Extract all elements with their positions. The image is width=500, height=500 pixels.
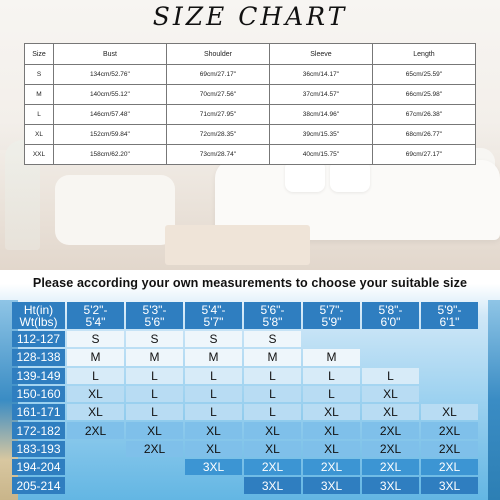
height-header-cell (185, 302, 242, 329)
header-length: Length (372, 44, 475, 65)
weight-row (11, 330, 492, 348)
size-recommendation-cell: 2XL (362, 422, 419, 438)
size-recommendation-cell: 2XL (421, 422, 478, 438)
recommendation-heading: Please according your own measurements to choose your suitable size (32, 276, 468, 290)
weight-range-cell: 128-138 (12, 349, 65, 365)
size-recommendation-cell: 3XL (362, 477, 419, 493)
size-recommendation-grid (11, 301, 492, 495)
size-recommendation-cell: XL (67, 386, 124, 402)
size-cell-length: 68cm/26.77'' (372, 125, 475, 145)
size-recommendation-cell: M (185, 349, 242, 365)
size-recommendation-cell: 2XL (244, 459, 301, 475)
weight-row (11, 385, 492, 403)
weight-range-cell: 172-182 (12, 422, 65, 438)
size-cell-shoulder: 70cm/27.56'' (166, 85, 269, 105)
size-recommendation-cell: L (185, 368, 242, 384)
size-recommendation-cell: XL (185, 422, 242, 438)
size-recommendation-cell: L (126, 404, 183, 420)
weight-range-cell: 150-160 (12, 386, 65, 402)
size-recommendation-cell (67, 477, 124, 493)
size-recommendation-cell: XL (362, 386, 419, 402)
height-range-text: 5'4" (85, 314, 106, 329)
weight-row (11, 403, 492, 421)
size-recommendation-cell: S (67, 331, 124, 347)
size-recommendation-cell: XL (244, 422, 301, 438)
size-recommendation-cell: 3XL (421, 477, 478, 493)
size-cell-bust: 158cm/62.20'' (54, 145, 167, 165)
size-cell-shoulder: 69cm/27.17'' (166, 65, 269, 85)
header-sleeve: Sleeve (269, 44, 372, 65)
size-cell-shoulder: 73cm/28.74'' (166, 145, 269, 165)
size-recommendation-cell (67, 459, 124, 475)
size-recommendation-cell: L (303, 368, 360, 384)
size-recommendation-cell: L (126, 386, 183, 402)
height-range-text: 5'6"- (260, 302, 285, 317)
size-recommendation-cell (67, 441, 124, 457)
size-recommendation-cell: L (244, 368, 301, 384)
height-header-cell (421, 302, 478, 329)
size-recommendation-cell: 3XL (303, 477, 360, 493)
size-recommendation-cell: L (244, 404, 301, 420)
height-range-text: 6'0" (380, 314, 401, 329)
size-recommendation-cell: S (185, 331, 242, 347)
weight-range-cell: 183-193 (12, 441, 65, 457)
height-range-text: 5'8"- (378, 302, 403, 317)
size-recommendation-cell: 2XL (362, 459, 419, 475)
size-recommendation-cell: L (244, 386, 301, 402)
height-range-text: 5'7" (203, 314, 224, 329)
height-range-text: 5'4"- (201, 302, 226, 317)
height-header-cell (126, 302, 183, 329)
size-cell-bust: 134cm/52.76'' (54, 65, 167, 85)
size-recommendation-cell: 3XL (244, 477, 301, 493)
size-recommendation-cell: M (303, 349, 360, 365)
size-cell-sleeve: 37cm/14.57'' (269, 85, 372, 105)
weight-row (11, 348, 492, 366)
weight-unit-label: Wt(lbs) (19, 314, 58, 329)
size-recommendation-cell: 2XL (126, 441, 183, 457)
size-cell-shoulder: 71cm/27.95'' (166, 105, 269, 125)
size-recommendation-cell: 2XL (67, 422, 124, 438)
size-recommendation-cell (421, 386, 478, 402)
size-recommendation-cell: XL (303, 404, 360, 420)
size-recommendation-cell (126, 477, 183, 493)
size-table-header-row (25, 44, 476, 65)
height-range-text: 5'9" (321, 314, 342, 329)
height-range-text: 5'8" (262, 314, 283, 329)
coffee-table (165, 225, 310, 265)
height-header-row (11, 301, 492, 330)
height-range-text: 5'6" (144, 314, 165, 329)
weight-row (11, 421, 492, 439)
size-cell-sleeve: 38cm/14.96'' (269, 105, 372, 125)
header-bust: Bust (54, 44, 167, 65)
size-recommendation-cell: XL (185, 441, 242, 457)
height-range-text: 5'9"- (437, 302, 462, 317)
size-cell-length: 66cm/25.98'' (372, 85, 475, 105)
size-recommendation-cell: L (303, 386, 360, 402)
size-recommendation-cell: 2XL (421, 441, 478, 457)
size-recommendation-cell: 2XL (362, 441, 419, 457)
size-table-row (25, 65, 476, 85)
weight-row (11, 440, 492, 458)
size-recommendation-cell (421, 368, 478, 384)
size-recommendation-cell: XL (126, 422, 183, 438)
size-recommendation-cell: M (126, 349, 183, 365)
size-recommendation-cell: XL (421, 404, 478, 420)
size-recommendation-cell (303, 331, 360, 347)
height-range-text: 5'3"- (142, 302, 167, 317)
height-header-cell (244, 302, 301, 329)
armchair (55, 175, 175, 245)
size-cell-bust: 146cm/57.48'' (54, 105, 167, 125)
size-cell-size: S (25, 65, 54, 85)
size-recommendation-cell (421, 331, 478, 347)
weight-row (11, 458, 492, 476)
size-cell-length: 67cm/26.38'' (372, 105, 475, 125)
size-cell-sleeve: 40cm/15.75'' (269, 145, 372, 165)
page-title: SIZE CHART (152, 2, 348, 31)
size-table-row (25, 145, 476, 165)
size-table-row (25, 125, 476, 145)
size-measurement-table (24, 43, 476, 165)
height-header-cell (67, 302, 124, 329)
height-range-text: 5'2"- (83, 302, 108, 317)
size-recommendation-cell: 2XL (303, 459, 360, 475)
weight-row (11, 367, 492, 385)
size-recommendation-cell: 3XL (185, 459, 242, 475)
size-recommendation-cell (421, 349, 478, 365)
header-shoulder: Shoulder (166, 44, 269, 65)
header-size: Size (25, 44, 54, 65)
size-cell-length: 65cm/25.59'' (372, 65, 475, 85)
height-range-text: 5'7"- (319, 302, 344, 317)
size-recommendation-cell: L (185, 386, 242, 402)
height-unit-label: Ht(in) (23, 302, 54, 317)
size-recommendation-cell (362, 349, 419, 365)
size-recommendation-cell: L (362, 368, 419, 384)
size-recommendation-cell: M (244, 349, 301, 365)
size-recommendation-cell: M (67, 349, 124, 365)
size-cell-sleeve: 36cm/14.17'' (269, 65, 372, 85)
size-recommendation-cell: L (67, 368, 124, 384)
size-cell-sleeve: 39cm/15.35'' (269, 125, 372, 145)
size-table-row (25, 85, 476, 105)
size-recommendation-cell: XL (67, 404, 124, 420)
size-cell-size: XXL (25, 145, 54, 165)
size-cell-length: 69cm/27.17'' (372, 145, 475, 165)
size-cell-size: XL (25, 125, 54, 145)
size-cell-size: L (25, 105, 54, 125)
size-recommendation-cell (126, 459, 183, 475)
weight-range-cell: 161-171 (12, 404, 65, 420)
weight-range-cell: 194-204 (12, 459, 65, 475)
size-cell-shoulder: 72cm/28.35'' (166, 125, 269, 145)
weight-range-cell: 112-127 (12, 331, 65, 347)
size-recommendation-cell: L (126, 368, 183, 384)
size-table-row (25, 105, 476, 125)
size-cell-bust: 140cm/55.12'' (54, 85, 167, 105)
height-range-text: 6'1" (439, 314, 460, 329)
size-cell-bust: 152cm/59.84'' (54, 125, 167, 145)
size-recommendation-cell: XL (244, 441, 301, 457)
weight-row (11, 476, 492, 494)
size-recommendation-cell: 2XL (421, 459, 478, 475)
height-header-cell (362, 302, 419, 329)
size-recommendation-cell: L (185, 404, 242, 420)
size-recommendation-cell (362, 331, 419, 347)
corner-cell (12, 302, 65, 329)
height-header-cell (303, 302, 360, 329)
size-recommendation-cell: XL (303, 422, 360, 438)
size-cell-size: M (25, 85, 54, 105)
size-recommendation-cell: XL (362, 404, 419, 420)
weight-range-cell: 139-149 (12, 368, 65, 384)
size-recommendation-cell: S (126, 331, 183, 347)
size-recommendation-cell (185, 477, 242, 493)
weight-range-cell: 205-214 (12, 477, 65, 493)
size-recommendation-cell: S (244, 331, 301, 347)
size-recommendation-cell: XL (303, 441, 360, 457)
